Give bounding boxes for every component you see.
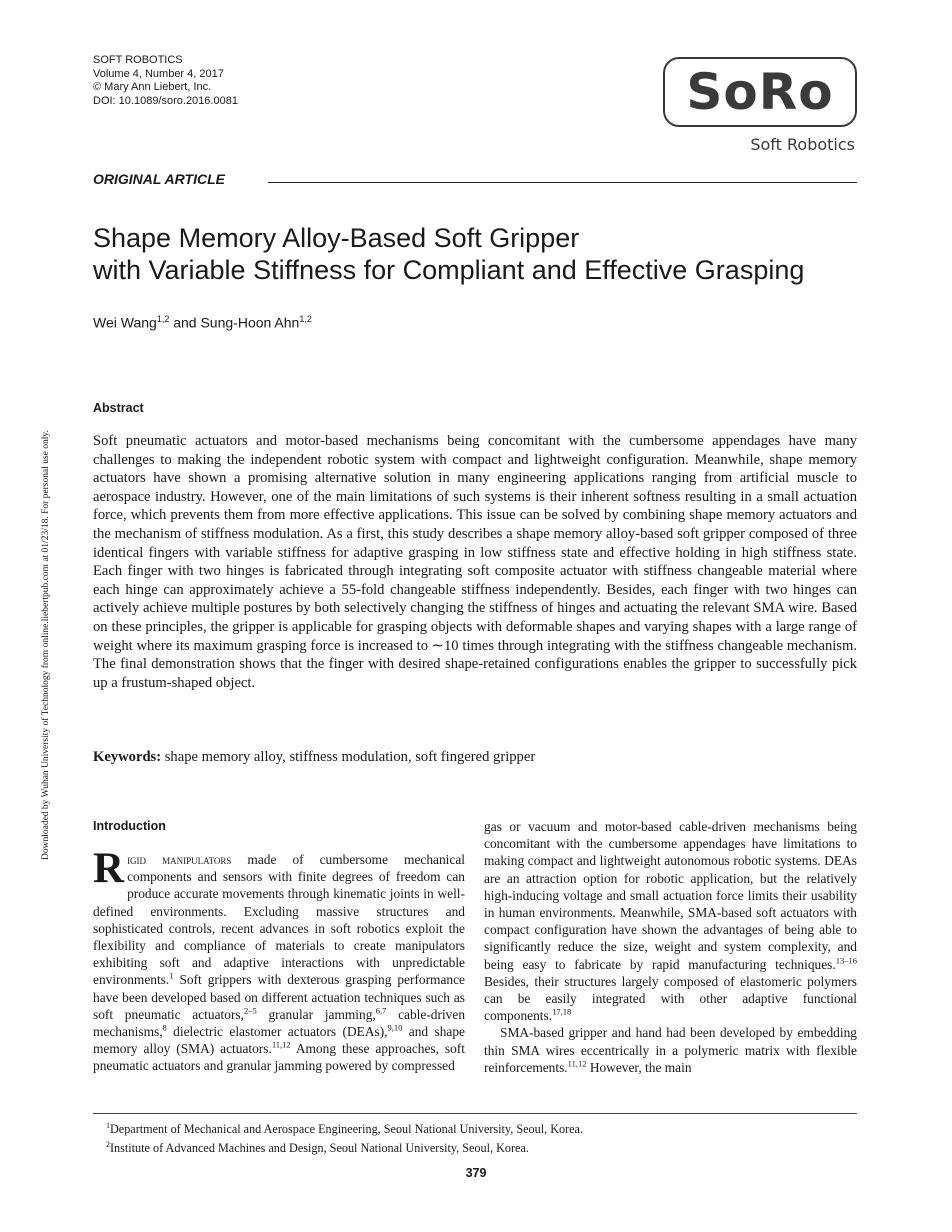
citation: 11,12 (567, 1058, 587, 1069)
paragraph (484, 818, 857, 1024)
footnote-marker: 1 (106, 1121, 110, 1130)
article-title (93, 222, 804, 286)
text-run: granular jamming, (256, 1006, 376, 1022)
citation: 1 (169, 970, 174, 981)
keywords-list: shape memory alloy, stiffness modulation, soft fingered gripper (161, 749, 536, 765)
text-run: cable-driven mechanisms, (93, 1006, 466, 1040)
author-name: Wei Wang (93, 314, 157, 331)
title-line-2: with Variable Stiffness for Compliant and Effective Grasping (93, 255, 805, 285)
paragraph (93, 845, 466, 1075)
journal-volume: Volume 4, Number 4, 2017 (93, 67, 224, 80)
logo-subtitle: Soft Robotics (750, 135, 855, 154)
citation: 17,18 (552, 1006, 572, 1017)
text-run: Besides, their structures largely composed of elastomeric polymers can be easily integrated with other adaptive functional components. (484, 973, 857, 1024)
citation: 9,10 (387, 1022, 403, 1033)
journal-copyright: © Mary Ann Liebert, Inc. (93, 81, 212, 94)
article-type: ORIGINAL ARTICLE (93, 171, 225, 187)
text-run: However, the main (586, 1059, 692, 1075)
text-run: and shape memory alloy (SMA) actuators. (93, 1024, 465, 1057)
journal-name: SOFT ROBOTICS (93, 54, 183, 66)
citation: 6,7 (375, 1005, 387, 1016)
body-column-right (484, 818, 857, 1076)
page-number: 379 (465, 1166, 487, 1180)
soro-logo (663, 57, 857, 154)
drop-cap: R (93, 845, 125, 892)
body-column-left (93, 845, 466, 1075)
logo-frame (663, 57, 857, 127)
footnote-marker: 2 (106, 1140, 110, 1150)
text-run: made of cumbersome mechanical components and sensors with finite degrees of freedom can produce accurate movements through kinematic joints in well-defined environments. Excluding massive structures and sophisticated controls, recent advances in soft robotics exploit the flexibility and compliance of materials to create manipulators exhibiting soft and adaptive interactions with unpredictable environments. (93, 852, 465, 988)
text-run: Among these approaches, soft pneumatic actuators and granular jamming powered by compressed (93, 1041, 465, 1074)
author-affiliation: 1,2 (156, 314, 170, 324)
author-name: Sung-Hoon Ahn (200, 314, 300, 331)
paragraph (484, 1024, 857, 1076)
keywords (93, 749, 535, 766)
title-line-1: Shape Memory Alloy-Based Soft Gripper (93, 223, 580, 253)
footnote (106, 1137, 583, 1156)
authors (93, 314, 312, 331)
introduction-heading: Introduction (93, 819, 166, 833)
footnote-text: Institute of Advanced Machines and Design, Seoul National University, Seoul, Korea. (110, 1141, 529, 1156)
download-notice: Downloaded by Wuhan University of Technology from online.liebertpub.com at 01/23/18. For personal use only. (41, 430, 51, 860)
text-run: gas or vacuum and motor-based cable-driven mechanisms being concomitant with the cumbersome appendages have limitations to making compact and lightweight autonomous robotic systems. DEAs are an attraction option for robotic application, but the relatively high-inducing voltage and small actuation force limits their usability in human environments. Meanwhile, SMA-based soft actuators with compact configuration have shown the advantages of being able to significantly reduce the size, weight and system complexity, and being easy to fabricate by rapid manufacturing techniques. (484, 819, 857, 972)
article-type-rule (268, 182, 857, 183)
text-run: SMA-based gripper and hand had been developed by embedding thin SMA wires eccentrically in a polymeric matrix with flexible reinforcements. (484, 1025, 857, 1075)
footnote-rule (93, 1113, 857, 1114)
abstract-heading: Abstract (93, 401, 144, 415)
abstract-text: Soft pneumatic actuators and motor-based mechanisms being concomitant with the cumbersome appendages have many challenges to making the independent robotic system with compact and lightweight configuration. Meanwhile, shape memory actuators have shown a promising alternative solution in many engineering applications ranging from artificial muscle to aerospace industry. However, one of the main limitations of such systems is their inherent softness resulting in a small actuation force, which prevents them from more effective applications. This issue can be solved by combining shape memory actuators and the mechanism of stiffness modulation. As a first, this study describes a shape memory alloy-based soft gripper composed of three identical fingers with variable stiffness for adaptive grasping in low stiffness state and effective holding in high stiffness state. Each finger with two hinges is fabricated through integrating soft composite actuator with stiffness changeable material where each hinge can approximately achieve a 55-fold changeable stiffness independently. Besides, each finger with two hinges can actively achieve multiple postures by both selectively changing the stiffness of hinges and actuating the relevant SMA wire. Based on these principles, the gripper is applicable for grasping objects with deformable shapes and varying shapes with a large range of weight where its maximum grasping force is increased to ∼10 times through integrating with the stiffness changeable mechanism. The final demonstration shows that the finger with desired shape-retained configurations enables the gripper to successfully pick up a frustum-shaped object. (93, 433, 857, 691)
citation: 11,12 (271, 1039, 291, 1050)
journal-doi: DOI: 10.1089/soro.2016.0081 (93, 94, 238, 107)
text-run: dielectric elastomer actuators (DEAs), (166, 1024, 388, 1040)
author-conjunction: and (169, 314, 201, 331)
footnotes (106, 1118, 583, 1156)
citation: 13–16 (835, 955, 857, 966)
small-caps-lead: igid manipulators (127, 852, 232, 867)
logo-wordmark: SoRo (686, 63, 834, 121)
citation: 8 (162, 1022, 167, 1033)
footnote (106, 1118, 583, 1137)
citation: 2–5 (243, 1005, 257, 1016)
journal-info (93, 54, 238, 108)
keywords-label: Keywords: (93, 749, 162, 765)
footnote-text: Department of Mechanical and Aerospace Engineering, Seoul National University, Seoul, Korea. (110, 1122, 584, 1137)
author-affiliation: 1,2 (299, 314, 312, 324)
text-run: Soft grippers with dexterous grasping performance have been developed based on different actuation techniques such as soft pneumatic actuators, (93, 972, 465, 1022)
